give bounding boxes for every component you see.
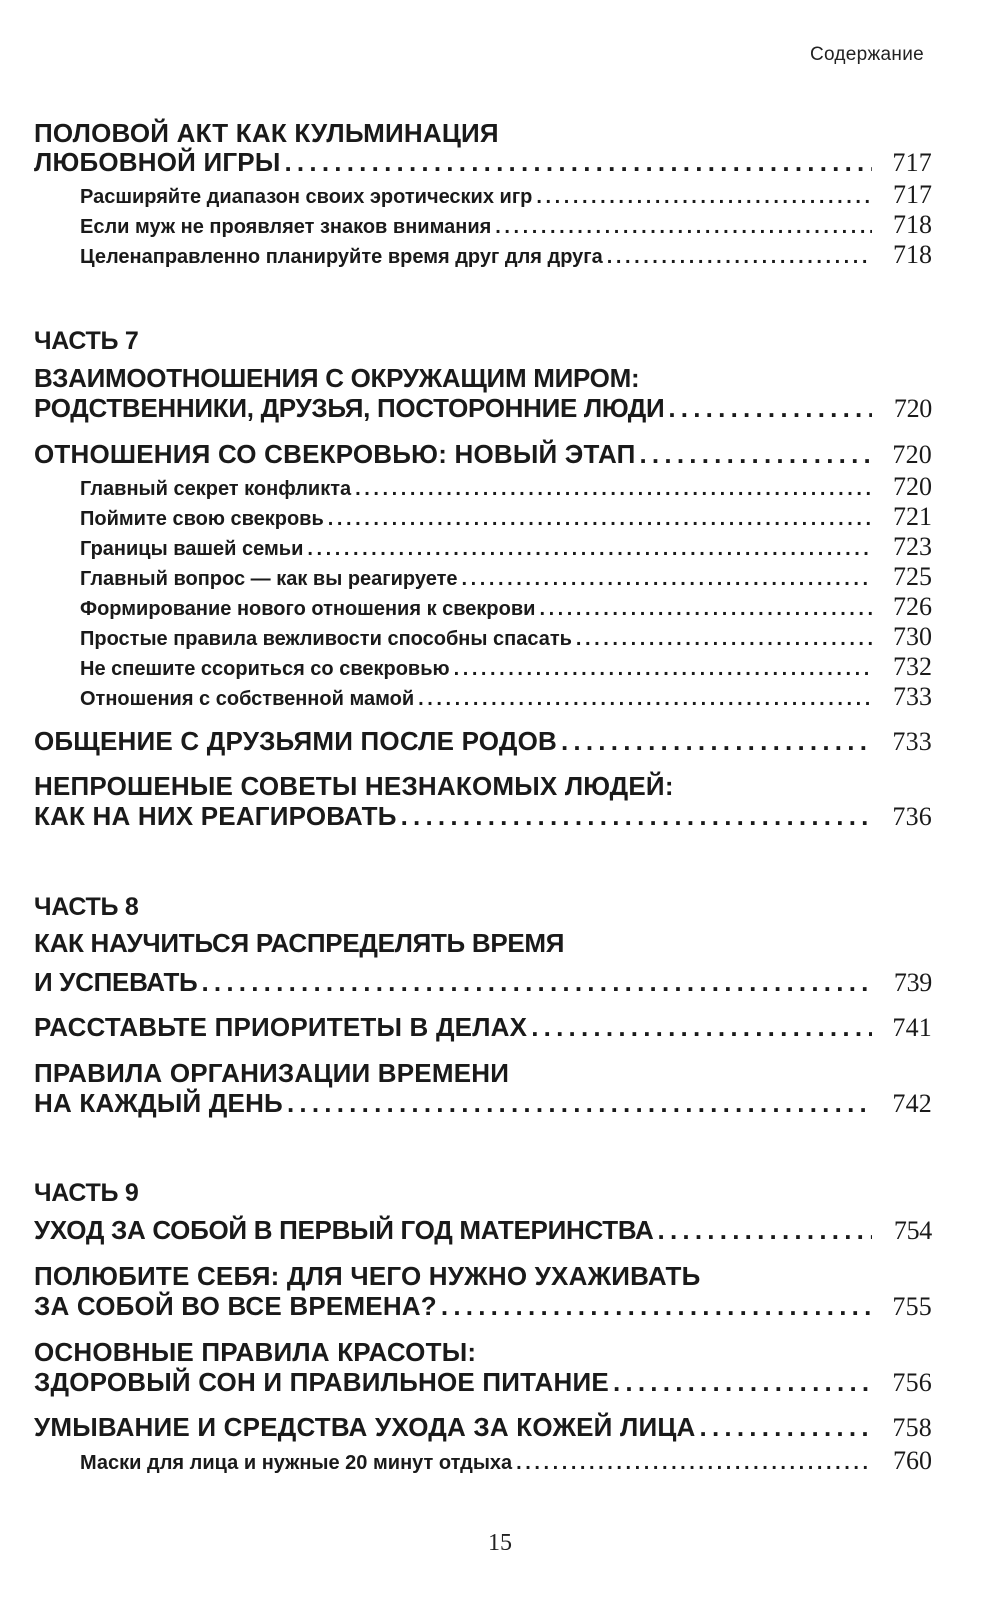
toc-subentry[interactable] [80, 562, 932, 592]
toc-heading-text: ПОЛЮБИТЕ СЕБЯ: ДЛЯ ЧЕГО НУЖНО УХАЖИВАТЬ [34, 1261, 701, 1291]
leader-dots [201, 967, 872, 998]
toc-entry-title: ЗДОРОВЫЙ СОН И ПРАВИЛЬНОЕ ПИТАНИЕ [34, 1367, 609, 1397]
leader-dots [561, 726, 872, 757]
leader-dots [307, 538, 872, 561]
toc-subentry-page: 726 [893, 592, 932, 621]
toc-entry[interactable] [34, 967, 932, 998]
part-label [34, 893, 932, 922]
leader-dots [454, 658, 872, 681]
toc-entry-page: 720 [892, 440, 932, 469]
toc-subentry-page: 723 [893, 532, 932, 561]
toc-heading [34, 1261, 932, 1292]
toc-subentry-page: 725 [893, 562, 932, 591]
toc-subentry-page: 718 [893, 210, 932, 239]
toc-subentry-page: 720 [893, 472, 932, 501]
toc-entry-page: 758 [892, 1413, 932, 1442]
toc-entry-page: 754 [893, 1216, 932, 1245]
toc-subentry-page: 733 [893, 682, 932, 711]
toc-entry[interactable] [34, 1367, 932, 1398]
toc-subentry[interactable] [80, 502, 932, 532]
toc-entry-page: 756 [892, 1368, 932, 1397]
leader-dots [401, 801, 872, 832]
leader-dots [462, 568, 872, 591]
toc-heading-text: ОСНОВНЫЕ ПРАВИЛА КРАСОТЫ: [34, 1337, 477, 1367]
toc-subentry-title: Формирование нового отношения к свекрови [80, 598, 536, 620]
part-label [34, 327, 932, 356]
part-label-text: ЧАСТЬ 9 [34, 1179, 139, 1207]
toc-subentry-title: Поймите свою свекровь [80, 508, 324, 530]
toc-subentry[interactable] [80, 210, 932, 240]
toc-entry-title: ОТНОШЕНИЯ СО СВЕКРОВЬЮ: НОВЫЙ ЭТАП [34, 439, 636, 469]
leader-dots [441, 1291, 872, 1322]
toc-entry[interactable] [34, 726, 932, 757]
toc-subentry[interactable] [80, 1446, 932, 1476]
toc-subentry[interactable] [80, 682, 932, 712]
leader-dots [639, 439, 872, 470]
toc-subentry-title: Главный вопрос — как вы реагируете [80, 568, 458, 590]
toc-entry-title: ЛЮБОВНОЙ ИГРЫ [34, 147, 281, 177]
toc-subentry-page: 732 [893, 652, 932, 681]
toc-subentry[interactable] [80, 532, 932, 562]
leader-dots [418, 688, 872, 711]
toc-subentry-page: 730 [893, 622, 932, 651]
toc-entry[interactable] [34, 439, 932, 470]
toc-heading [34, 1058, 932, 1089]
leader-dots [613, 1367, 872, 1398]
leader-dots [576, 628, 872, 651]
toc-subentry-title: Если муж не проявляет знаков внимания [80, 216, 492, 238]
part-title-text: КАК НАУЧИТЬСЯ РАСПРЕДЕЛЯТЬ ВРЕМЯ [34, 928, 565, 958]
toc-entry-page: 717 [892, 148, 932, 177]
part-label [34, 1179, 932, 1208]
toc-entry-page: 739 [893, 968, 932, 997]
toc-heading [34, 1337, 932, 1368]
toc-subentry-title: Границы вашей семьи [80, 538, 304, 560]
toc-entry[interactable] [34, 1412, 932, 1443]
toc-subentry-title: Расширяйте диапазон своих эротических игр [80, 186, 533, 208]
toc-entry[interactable] [34, 147, 932, 178]
leader-dots [328, 508, 872, 531]
toc-entry[interactable] [34, 1012, 932, 1043]
leader-dots [531, 1012, 872, 1043]
toc-heading-text: ПОЛОВОЙ АКТ КАК КУЛЬМИНАЦИЯ [34, 118, 499, 148]
toc-subentry-title: Целенаправленно планируйте время друг для друга [80, 246, 603, 268]
toc-subentry-title: Главный секрет конфликта [80, 478, 352, 500]
leader-dots [536, 186, 872, 209]
toc-heading-text: НЕПРОШЕНЫЕ СОВЕТЫ НЕЗНАКОМЫХ ЛЮДЕЙ: [34, 771, 674, 801]
toc-heading [34, 118, 932, 149]
leader-dots [658, 1215, 872, 1246]
toc-entry[interactable] [34, 1291, 932, 1322]
leader-dots [287, 1088, 872, 1119]
toc-entry-title: РАССТАВЬТЕ ПРИОРИТЕТЫ В ДЕЛАХ [34, 1012, 528, 1042]
page-number: 15 [488, 1530, 512, 1556]
leader-dots [539, 598, 872, 621]
toc-entry[interactable] [34, 1088, 932, 1119]
toc-subentry[interactable] [80, 592, 932, 622]
part-label-text: ЧАСТЬ 7 [34, 327, 139, 355]
toc-subentry-page: 718 [893, 240, 932, 269]
part-title [34, 928, 932, 959]
toc-entry-title: УХОД ЗА СОБОЙ В ПЕРВЫЙ ГОД МАТЕРИНСТВА [34, 1215, 654, 1245]
toc-subentry[interactable] [80, 622, 932, 652]
part-title [34, 363, 932, 394]
toc-subentry[interactable] [80, 472, 932, 502]
part-label-text: ЧАСТЬ 8 [34, 893, 139, 921]
toc-subentry[interactable] [80, 652, 932, 682]
leader-dots [284, 147, 872, 178]
leader-dots [516, 1452, 872, 1475]
toc-subentry-title: Отношения с собственной мамой [80, 688, 415, 710]
toc-entry-title: И УСПЕВАТЬ [34, 967, 198, 997]
toc-entry-title: РОДСТВЕННИКИ, ДРУЗЬЯ, ПОСТОРОННИЕ ЛЮДИ [34, 393, 665, 423]
toc-subentry-page: 717 [893, 180, 932, 209]
running-header: Содержание [809, 44, 924, 65]
toc-entry-title: КАК НА НИХ РЕАГИРОВАТЬ [34, 801, 397, 831]
toc-entry-page: 736 [892, 802, 932, 831]
toc-subentry-title: Не спешите ссориться со свекровью [80, 658, 450, 680]
leader-dots [668, 393, 872, 424]
part-title-text: ВЗАИМООТНОШЕНИЯ С ОКРУЖАЩИМ МИРОМ: [34, 363, 640, 393]
toc-entry[interactable] [34, 801, 932, 832]
leader-dots [607, 246, 872, 269]
toc-subentry-page: 721 [893, 502, 932, 531]
toc-subentry[interactable] [80, 240, 932, 270]
toc-entry-title: УМЫВАНИЕ И СРЕДСТВА УХОДА ЗА КОЖЕЙ ЛИЦА [34, 1412, 696, 1442]
toc-entry[interactable] [34, 393, 932, 424]
toc-entry-page: 755 [892, 1292, 932, 1321]
leader-dots [700, 1412, 873, 1443]
toc-subentry-title: Простые правила вежливости способны спасать [80, 628, 572, 650]
toc-entry-title: ОБЩЕНИЕ С ДРУЗЬЯМИ ПОСЛЕ РОДОВ [34, 726, 557, 756]
toc-subentry[interactable] [80, 180, 932, 210]
toc-entry-title: НА КАЖДЫЙ ДЕНЬ [34, 1088, 283, 1118]
toc-subentry-page: 760 [893, 1446, 932, 1475]
toc-subentry-title: Маски для лица и нужные 20 минут отдыха [80, 1452, 513, 1474]
toc-heading [34, 771, 932, 802]
leader-dots [495, 216, 872, 239]
toc-entry-page: 733 [892, 727, 932, 756]
toc-entry-page: 742 [892, 1089, 932, 1118]
toc-entry-title: ЗА СОБОЙ ВО ВСЕ ВРЕМЕНА? [34, 1291, 437, 1321]
leader-dots [355, 478, 872, 501]
toc-entry-page: 720 [893, 394, 932, 423]
toc-heading-text: ПРАВИЛА ОРГАНИЗАЦИИ ВРЕМЕНИ [34, 1058, 510, 1088]
toc-entry-page: 741 [892, 1013, 932, 1042]
toc-entry[interactable] [34, 1215, 932, 1246]
